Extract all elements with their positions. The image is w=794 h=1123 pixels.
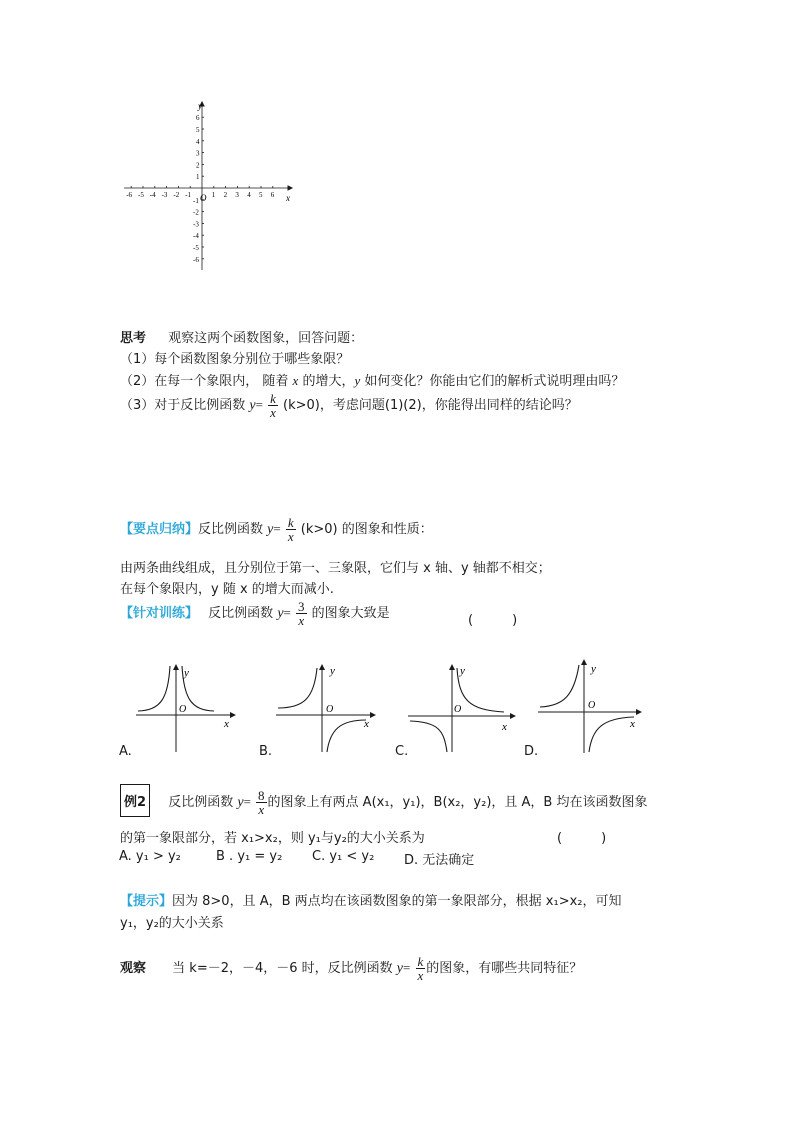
training-answer-bracket: ( ) — [468, 613, 518, 628]
option-a-graph — [130, 660, 240, 755]
grid-x-tick-label: 4 — [247, 191, 251, 199]
grid-y-tick-label: -1 — [193, 196, 199, 205]
grid-x-tick-label: -6 — [126, 191, 133, 199]
grid-y-tick-label: 2 — [196, 161, 200, 170]
option-c-origin: O — [454, 704, 462, 715]
example2-choice-a[interactable]: A. y₁ > y₂ — [119, 849, 181, 864]
option-a-y-label: y — [184, 667, 189, 679]
example2-choice-d[interactable]: D. 无法确定 — [404, 853, 475, 868]
grid-origin-label: O — [200, 193, 207, 203]
example2-choice-c[interactable]: C. y₁ < y₂ — [312, 849, 375, 864]
grid-y-tick-label: -6 — [193, 255, 199, 264]
example2-answer-bracket: ( ) — [557, 831, 607, 846]
grid-x-arrow — [288, 186, 292, 190]
grid-x-tick-label: 5 — [259, 191, 263, 199]
observe-line: 观察 当 k=－2，－4，－6 时，反比例函数 y= $\frac{k}{x}$ 的图象，有哪些共同特征？ — [120, 954, 583, 983]
observe-heading: 观察 — [120, 961, 147, 976]
hint-line2: y₁，y₂的大小关系 — [120, 916, 224, 931]
think-q1: （1）每个函数图象分别位于哪些象限？ — [120, 352, 350, 367]
key-points-line1: 由两条曲线组成，且分别位于第一、三象限，它们与 x 轴、y 轴都不相交； — [120, 561, 551, 576]
key-points-line2: 在每个象限内，y 随 x 的增大而减小. — [120, 582, 334, 597]
option-d-origin: O — [588, 700, 596, 711]
option-d-y-label: y — [591, 663, 596, 675]
grid-y-tick-label: -3 — [193, 220, 199, 229]
example2-line2: 的第一象限部分，若 x₁>x₂，则 y₁与y₂的大小关系为 — [120, 831, 425, 846]
grid-x-tick-label: -2 — [173, 191, 180, 199]
example2-choice-b[interactable]: B . y₁ = y₂ — [216, 849, 283, 864]
grid-x-tick-label: -3 — [161, 191, 168, 199]
option-d-label[interactable]: D. — [524, 744, 539, 759]
grid-x-tick-label: -4 — [149, 191, 156, 199]
option-a-label[interactable]: A. — [119, 744, 132, 759]
option-b-graph — [270, 660, 380, 755]
hint-tag: 【提示】 — [120, 894, 173, 909]
fraction-8-over-x: $\frac{8}{x}$ — [258, 788, 265, 817]
fraction-k-over-x: $\frac{k}{x}$ — [287, 515, 294, 544]
think-q3: （3）对于反比例函数 y= $\frac{k}{x}$ (k>0)，考虑问题(1)(2)，你能得出同样的结论吗？ — [120, 391, 578, 420]
option-a-x-label: x — [224, 718, 229, 730]
fraction-k-over-x: $\frac{k}{x}$ — [417, 954, 424, 983]
option-b-origin: O — [326, 704, 334, 715]
grid-y-tick-label: 3 — [196, 149, 200, 158]
fraction-3-over-x: $\frac{3}{x}$ — [298, 599, 305, 628]
grid-y-axis-label: y — [198, 101, 202, 111]
option-b-x-label: x — [364, 718, 369, 730]
think-intro-line — [120, 327, 363, 346]
grid-x-tick-label: 3 — [235, 191, 239, 199]
grid-y-tick-label: -2 — [193, 208, 199, 217]
key-points-title: 【要点归纳】反比例函数 y= $\frac{k}{x}$ (k>0) 的图象和性质： — [120, 515, 433, 544]
grid-x-tick-label: -5 — [138, 191, 144, 199]
grid-y-tick-label: -4 — [193, 232, 199, 241]
example2-tag: 例2 — [120, 784, 150, 817]
coordinate-grid — [118, 100, 298, 275]
key-points-tag: 【要点归纳】 — [120, 522, 199, 537]
option-a-origin: O — [179, 704, 187, 715]
option-c-y-label: y — [460, 665, 465, 677]
training-question: 【针对训练】 反比例函数 y= $\frac{3}{x}$ 的图象大致是 — [120, 599, 390, 628]
example2-line1: 例2 反比例函数 y= $\frac{8}{x}$ 的图象上有两点 A(x₁，y₁)，B(x₂，y₂)，且 A，B 均在该函数图象 — [120, 784, 647, 817]
think-heading: 思考 — [120, 331, 147, 346]
option-b-label[interactable]: B. — [259, 744, 273, 759]
option-c-graph — [404, 660, 519, 755]
option-c-label[interactable]: C. — [395, 744, 409, 759]
fraction-k-over-x: $\frac{k}{x}$ — [270, 391, 276, 420]
grid-y-tick-label: 6 — [196, 114, 200, 123]
think-q2: （2）在每一个象限内， 随着 x 的增大，y 如何变化？你能由它们的解析式说明理由吗？ — [120, 373, 625, 389]
grid-y-tick-label: 5 — [196, 126, 200, 134]
grid-y-tick-label: 4 — [196, 137, 200, 146]
grid-x-tick-label: -1 — [185, 191, 192, 199]
training-tag: 【针对训练】 — [120, 606, 199, 621]
grid-x-axis-label: x — [286, 193, 290, 203]
hint-line1: 【提示】因为 8>0，且 A，B 两点均在该函数图象的第一象限部分，根据 x₁>x₂，可知 — [120, 894, 622, 909]
grid-x-tick-label: 1 — [211, 191, 216, 199]
option-d-graph — [534, 655, 649, 755]
grid-y-tick-label: 1 — [196, 173, 200, 182]
option-b-y-label: y — [330, 665, 335, 677]
grid-x-tick-label: 6 — [270, 191, 275, 199]
grid-x-tick-label: 2 — [223, 191, 228, 199]
grid-y-tick-label: -5 — [193, 244, 199, 252]
think-intro: 观察这两个函数图象，回答问题： — [168, 331, 364, 346]
option-c-x-label: x — [502, 721, 507, 733]
option-d-x-label: x — [630, 718, 635, 730]
